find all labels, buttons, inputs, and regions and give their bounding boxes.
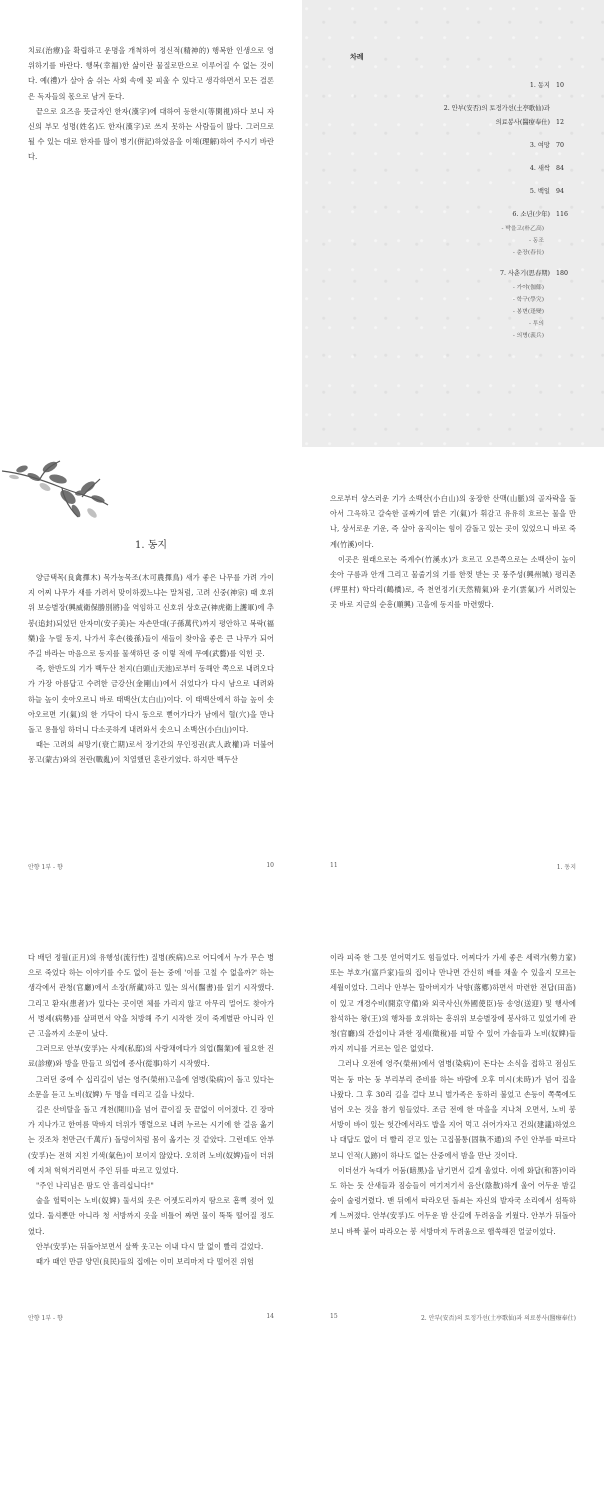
page-11 [302,447,604,897]
paragraph: 그러므로 안부(安孚)는 사제(私邸)의 사랑채에다가 의업(醫業)에 필요한 진료(診療)와 방을 만들고 의업에 종사(從事)하기 시작했다. [28,1044,274,1069]
toc-subentry[interactable]: - 동조 [528,238,544,244]
preface-text [28,43,274,165]
toc-entry-page: 12 [556,119,565,126]
toc-entry[interactable] [350,209,578,223]
paragraph: 때는 고려의 쇠망기(衰亡期)로서 장기간의 무인정권(武人政權)과 더불어 몽고(蒙古)와의 전란(戰亂)이 치열했던 혼란기였다. 하지만 백두산 [28,740,274,765]
paragraph: 이라 피죽 한 그릇 얻어먹기도 힘들었다. 어찌다가 가세 좋은 세력가(勢力家) 또는 부호가(富戶家)들의 집이나 만나면 간신히 배를 채울 수 있을지 모르는 세월이었다. 그러나 안부는 할아버지가 낙향(落鄕)하면서 마련한 전답(田畓)이 있고 개경수비(開京守備)와 외국사신(外國使臣)등 송영(送迎) 및 행사에 참석하는 왕(王)의 행차를 호위하는 흥위위 보승별장에 봉사하고 있었기에 관청(官廳)의 간섭이나 과한 징세(徵稅)를 피할 수 있어 가솔들과 노비(奴婢)들까지 끼니를 거르는 일은 없었다. [330,953,576,1054]
paragraph: 그러나 오전에 영주(榮州)에서 염병(染病)이 돈다는 소식을 접하고 점심도 먹는 둥 마는 둥 부리부리 준비를 하는 바람에 오후 미시(未時)가 넘어 집을 나왔다. 그 후 30리 길을 걸다 보니 벌가족은 동하러 불었고 손등이 쪽쭉에도 넘어 오는 것을 참기 힘들었다. 조금 전에 한 마을을 지나쳐 오면서, 노비 봉 서방이 바이 있는 헛간에서라도 밥을 지어 먹고 쉬어가자고 건의(建議)하였으나 대답도 없이 더 빨리 걷고 있는 고집불통(固執不通)의 주인 안부를 따르다보니 인적(人跡)이 하나도 없는 산중에서 밤을 만난 것이다. [330,1059,576,1160]
page-text [330,950,576,1239]
page-number: 15 [330,1313,338,1320]
running-head: 안향 1부 - 향 [28,1315,63,1322]
page-number: 10 [266,862,274,869]
paragraph: 으로부터 샹스러운 기가 소백산(小白山)의 웅장한 산맥(山脈)의 골자락을 돌아서 그윽하고 갈숙한 골짜기에 맑은 기(氣)가 휘감고 유유히 흐르는 물을 만나, 상서로운 기운, 즉 살아 움직이는 힘이 감돌고 있는 곳이 있었으니 바로 죽계(竹溪)이다. [330,494,576,549]
paragraph: "주인 나리님은 땀도 안 흘리십니다!" [36,1181,154,1191]
toc-entry-label: 6. 소년(少年) [512,211,550,218]
paragraph: 그러던 중에 수 십리길이 넘는 영주(榮州)고을에 염병(染病)이 돌고 있다는 소문을 듣고 노비(奴婢) 두 명을 데리고 길을 나섰다. [28,1074,274,1099]
toc-entry-label: 1. 동지 [529,82,550,89]
running-head: 안향 1부 - 향 [28,864,63,871]
page-preface [0,0,302,447]
chapter-title: 1. 동지 [134,540,168,551]
paragraph: 즉, 한반도의 기가 백두산 천지(白頭山天池)로부터 동해안 쪽으로 내려오다가 가장 아름답고 수려한 금강산(金剛山)에서 쉬었다가 다시 남으로 내려와 하늘 높이 솟아오르니 바로 태백산(太白山)이다. 이 태백산에서 하늘 높이 솟아오르면 기(氣)의 한 가닥이 다시 동으로 뻗어가다가 남에서 혈(穴)을 만나 돌고 용틀임 하더니 다소곳하게 내려와서 솟으니 소백산(小白山)이다. [28,664,274,735]
page-number: 14 [266,1313,274,1320]
toc-list [350,80,578,342]
toc-entry-label: 4. 새싹 [529,165,550,172]
paragraph: 안부(安孚)는 뒤돌아보면서 살짝 웃고는 이내 다시 말 없이 빨리 걸었다. [36,1241,264,1251]
paragraph: 끝으로 요즈음 뜻글자인 한자(漢字)에 대하여 등한시(等閑視)하다 보니 자신의 부모 성명(姓名)도 한자(漢字)로 쓰지 못하는 사람들이 많다. 그러므로 될 수 있는 대로 한자를 많이 병기(倂記)하였음을 이해(理解)하여 주시기 바란다. [28,106,274,162]
paragraph: 치료(治療)을 확립하고 운명을 개척하여 정신적(精神的) 행복한 인생으로 영위하기를 바란다. 행복(幸福)한 삶이란 물질로만으로 이루어질 수 없는 것이다. 예(禮)가 살아 숨 쉬는 사회 속에 꽃 피울 수 있다고 생각하면서 모든 결론은 독자들의 몫으로 남겨 둔다. [28,46,274,101]
toc-entry[interactable] [350,117,578,131]
toc-entry-page: 116 [556,211,569,218]
toc-subentry[interactable]: - 박을고(朴乙高) [501,226,544,232]
running-head: 1. 동지 [556,864,576,871]
page-15 [302,897,604,1500]
branch-illustration [0,457,110,527]
paragraph: 다 배던 정월(正月)의 유행성(流行性) 질병(疾病)으로 어디에서 누가 무슨 병으로 죽었다 하는 이야기를 수도 없이 듣는 중에 '이를 고칠 수 없을까?' 하는 생각에서 관청(官廳)에서 소장(所藏)하고 있는 의서(醫書)를 읽기 시작했다. 그리고 환자(患者)가 있다는 곳이면 체를 가리지 않고 아무리 멀어도 찾아가서 병세(病勢)를 살펴면서 약을 처방해 주기 시작한 것이 죽계별판 아니라 인근 고을까지 소문이 났다. [28,953,274,1039]
page-10 [0,447,302,897]
toc-entry-label: 7. 사춘기(思春期) [499,270,550,277]
toc-entry[interactable] [350,80,578,94]
toc-title: 차례 [350,52,364,61]
toc-entry[interactable] [350,103,578,117]
page-footer [330,862,576,871]
page-footer [28,862,274,871]
running-head: 2. 안부(安否)의 토정가선(土亭歌仙)과 의료봉사(醫療奉仕) [420,1315,576,1322]
toc-entry-page: 10 [556,82,565,89]
toc-entry-label: 5. 백일 [529,188,550,195]
paragraph: 술을 헐떡이는 노비(奴婢) 둘셔의 옷은 어젯도리까지 땀으로 흠뻑 젖어 있었다. 둘셔뿐만 아니라 청 서방까지 옷을 비틀어 짜면 물이 뚝뚝 떨어질 정도였다. [28,1196,274,1236]
toc-entry[interactable] [350,140,578,154]
toc-subentry[interactable]: - 학구(學究) [512,297,544,303]
page-text [330,491,576,613]
toc-entry-page: 84 [556,165,565,172]
paragraph: 이더선가 녹대가 어둠(暗黑)을 남기면서 길게 울었다. 이에 화답(和答)이라도 하는 듯 산새들과 짐승들이 여기저기서 음산(陰散)하게 울어 어두운 밤길 숲이 술렁거렸다. 맨 뒤에서 따라오던 돌쇠는 자신의 발자국 소리에서 섬뜩하게 느껴졌다. 안부(安孚)도 어두운 밤 산길에 두려움을 키웠다. 안부가 뒤돌아보니 바짝 붙어 따라오는 봉 서방마저 두려움으로 핼쑥해진 얼굴이었다. [330,1165,576,1236]
page-number: 11 [330,862,338,869]
page-text [28,950,274,1269]
toc-subentry[interactable]: - 투의 [528,321,544,327]
toc-entry[interactable] [350,268,578,282]
page-14 [0,897,302,1500]
toc-entry-label: 3. 여망 [529,142,550,149]
page-toc [302,0,604,447]
toc-entry-page: 70 [556,142,565,149]
toc-entry[interactable] [350,163,578,177]
toc-entry-page: 94 [556,188,565,195]
toc-subentry[interactable]: - 춘장(春長) [512,250,544,256]
toc-subentry[interactable]: - 가야(伽倻) [512,285,544,291]
toc-entry-label: 의료봉사(醫療奉仕) [495,119,550,126]
toc-entry[interactable] [350,186,578,200]
paragraph: 길은 산비탈을 돌고 개천(開川)을 넘어 끝이질 듯 끝없이 이어졌다. 긴 장마가 지나가고 한여름 막바지 더위가 맹렬으로 내려 누르는 시기에 한 걸음 옮기는 것조차 천만근(千萬斤) 돌덩이처럼 몸이 옮기는 것 같았다. 그런데도 안부(安孚)는 전혀 지친 기색(氣色)이 보이지 않았다. 오히려 노비(奴婢)들이 더위에 지쳐 헉헉거리면서 주인 뒤를 따르고 있었다. [28,1105,274,1175]
toc-entry-page: 180 [556,270,569,277]
paragraph: 이곳은 원래으로는 죽계수(竹溪水)가 흐르고 오른쪽으로는 소백산이 높이 솟아 구름과 안개 그리고 물줄기의 기를 한껏 받는 곳 풍주성(興州城) 평리촌(坪里村) 학다리(鶴橋)로, 즉 천연정기(天然精氣)와 운기(雲氣)가 서려있는 곳 바로 지금의 순흥(順興) 고을에 동지를 마련했다. [330,554,576,610]
page-footer [330,1313,576,1322]
toc-subentry[interactable]: - 봉변(逢變) [512,309,544,315]
page-footer [28,1313,274,1322]
toc-subentry[interactable]: - 의병(義兵) [512,333,544,339]
paragraph: 양금택목(良禽擇木) 목가농목조(木可農擇鳥) 새가 좋은 나무를 가려 가이지 어찌 나무가 새를 가려서 맞이하겠느냐는 말처럼, 고려 신중(神宗) 때 호위위 보승별장(興威衛保勝別將)을 역임하고 신호위 상호군(神虎衛上護軍)에 추봉(追封)되었던 안자미(安子美)는 자손만대(子孫萬代)까지 평안하고 복락(福樂)을 누릴 동지, 나가서 후손(後孫)들이 새들이 찾아올 좋은 큰 나무가 되어 주길 바라는 마음으로 동지를 물색하던 중 이렇 적에 무예(武藝)를 익힌 곳. [28,573,274,659]
toc-entry-label: 2. 안부(安否)의 토정가선(土亭歌仙)과 [443,105,550,112]
page-text [28,570,274,768]
paragraph: 때가 때인 만큼 양민(良民)들의 집에는 이미 보리마저 다 떨어진 위험 [36,1257,254,1267]
